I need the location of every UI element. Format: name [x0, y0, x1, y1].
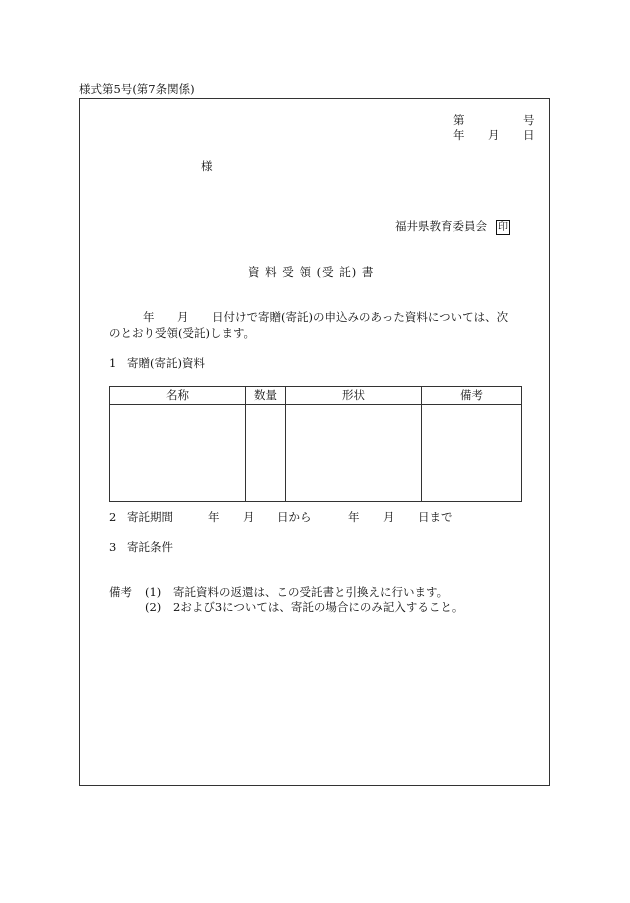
table-cell-quantity	[246, 405, 286, 502]
section-1-label: 寄贈(寄託)資料	[127, 356, 205, 370]
period-from-day: 日から	[277, 510, 312, 524]
note-2-text: 2および3については、寄託の場合にのみ記入すること。	[173, 600, 464, 614]
note-1-number: (1)	[145, 585, 162, 599]
column-header-remarks: 備考	[422, 387, 522, 405]
issuer-name: 福井県教育委員会	[395, 219, 487, 233]
period-to-month: 月	[383, 510, 395, 524]
note-1-text: 寄託資料の返還は、この受託書と引換えに行います。	[173, 585, 449, 599]
issue-date-year: 年	[453, 128, 465, 142]
issue-date-month: 月	[488, 128, 500, 142]
note-2-number: (2)	[145, 600, 162, 614]
issue-date-day: 日	[523, 128, 535, 142]
seal-mark: 印	[498, 222, 508, 233]
section-3-label: 寄託条件	[127, 540, 173, 554]
body-text-line-2: のとおり受領(受託)します。	[109, 326, 256, 340]
table-cell-remarks	[422, 405, 522, 502]
column-header-name: 名称	[110, 387, 246, 405]
donated-materials-table	[109, 386, 522, 502]
table-header-row	[110, 387, 522, 405]
table-cell-shape	[286, 405, 422, 502]
period-from-year: 年	[208, 510, 220, 524]
notes-label: 備考	[109, 585, 132, 599]
document-number-prefix: 第	[453, 113, 465, 127]
document-number-suffix: 号	[523, 113, 535, 127]
section-2-number: 2	[109, 510, 117, 524]
document-title: 資 料 受 領 (受 託) 書	[248, 265, 375, 279]
body-date-month: 月	[177, 310, 189, 324]
column-header-shape: 形状	[286, 387, 422, 405]
column-header-quantity: 数量	[246, 387, 286, 405]
body-line-1	[109, 312, 521, 326]
body-date-year: 年	[143, 310, 155, 324]
form-label: 様式第5号(第7条関係)	[79, 82, 195, 96]
section-3-number: 3	[109, 540, 117, 554]
period-from-month: 月	[243, 510, 255, 524]
section-1-number: 1	[109, 356, 117, 370]
period-to-year: 年	[348, 510, 360, 524]
section-2-label: 寄託期間	[127, 510, 173, 524]
addressee-suffix: 様	[201, 159, 213, 173]
period-to-day: 日まで	[418, 510, 453, 524]
table-row	[110, 405, 522, 502]
body-text-line-1: 日付けで寄贈(寄託)の申込みのあった資料については、次	[212, 310, 509, 324]
table-cell-name	[110, 405, 246, 502]
issuer-block	[395, 220, 510, 235]
